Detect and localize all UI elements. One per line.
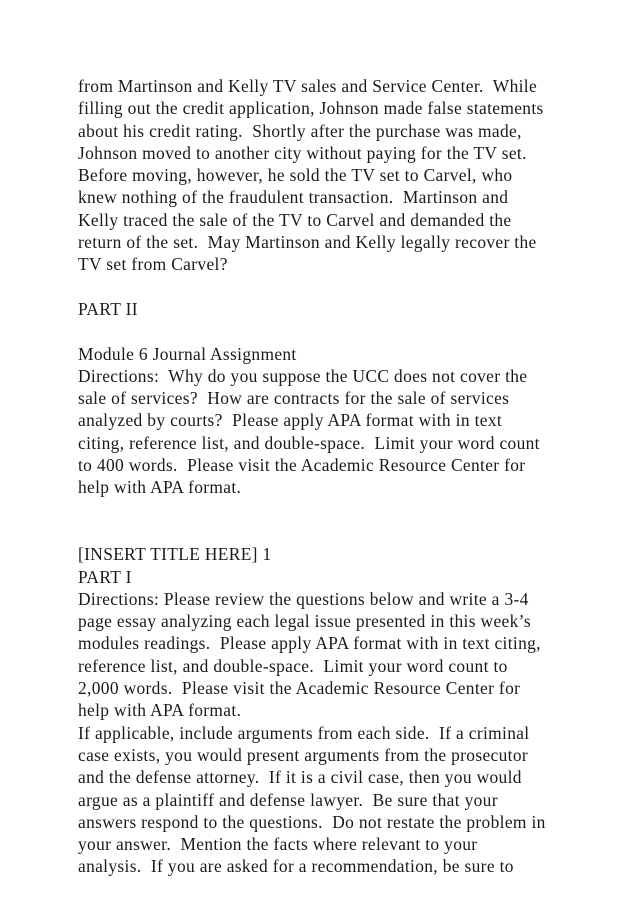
text-line: Johnson moved to another city without paying for the TV set. bbox=[78, 142, 527, 163]
text-line: case exists, you would present arguments from the prosecutor bbox=[78, 744, 529, 765]
text-line: argue as a plaintiff and defense lawyer. Be sure that your bbox=[78, 789, 498, 810]
text-line: 2,000 words. Please visit the Academic Resource Center for bbox=[78, 678, 521, 699]
text-line: answers respond to the questions. Do not restate the problem in bbox=[78, 811, 546, 832]
text-line: sale of services? How are contracts for the sale of services bbox=[78, 388, 510, 409]
text-line: and the defense attorney. If it is a civil case, then you would bbox=[78, 767, 522, 788]
text-line: reference list, and double-space. Limit your word count to bbox=[78, 655, 508, 676]
text-line: to 400 words. Please visit the Academic Resource Center for bbox=[78, 455, 526, 476]
text-line: Directions: Please review the questions below and write a 3-4 bbox=[78, 588, 529, 609]
text-line: return of the set. May Martinson and Kelly legally recover the bbox=[78, 232, 537, 253]
text-line: modules readings. Please apply APA format with in text citing, bbox=[78, 633, 541, 654]
blank-line bbox=[78, 276, 578, 298]
text-line: help with APA format. bbox=[78, 477, 242, 498]
text-line: analysis. If you are asked for a recommendation, be sure to bbox=[78, 856, 514, 877]
text-line: from Martinson and Kelly TV sales and Service Center. While bbox=[78, 76, 538, 96]
text-line: your answer. Mention the facts where relevant to your bbox=[78, 834, 478, 855]
text-line: If applicable, include arguments from each side. If a criminal bbox=[78, 722, 530, 743]
text-line: Directions: Why do you suppose the UCC does not cover the bbox=[78, 365, 528, 386]
text-line: page essay analyzing each legal issue presented in this week’s bbox=[78, 611, 531, 632]
section-heading: PART I bbox=[78, 566, 132, 587]
text-line: about his credit rating. Shortly after the purchase was made, bbox=[78, 120, 522, 141]
text-line: help with APA format. bbox=[78, 700, 242, 721]
section-heading: PART II bbox=[78, 298, 138, 319]
text-line: TV set from Carvel? bbox=[78, 254, 228, 275]
text-line: filling out the credit application, Johnson made false statements bbox=[78, 98, 544, 119]
text-line: citing, reference list, and double-space. Limit your word count bbox=[78, 432, 540, 453]
assignment-title: Module 6 Journal Assignment bbox=[78, 343, 297, 364]
blank-line bbox=[78, 320, 578, 342]
text-line: Before moving, however, he sold the TV set to Carvel, who bbox=[78, 165, 513, 186]
page-header: [INSERT TITLE HERE] 1 bbox=[78, 544, 272, 565]
text-line: knew nothing of the fraudulent transaction. Martinson and bbox=[78, 187, 509, 208]
document-body bbox=[78, 75, 578, 878]
text-line: Kelly traced the sale of the TV to Carvel and demanded the bbox=[78, 209, 512, 230]
blank-line bbox=[78, 499, 578, 521]
text-line: analyzed by courts? Please apply APA format with in text bbox=[78, 410, 503, 431]
blank-line bbox=[78, 521, 578, 543]
